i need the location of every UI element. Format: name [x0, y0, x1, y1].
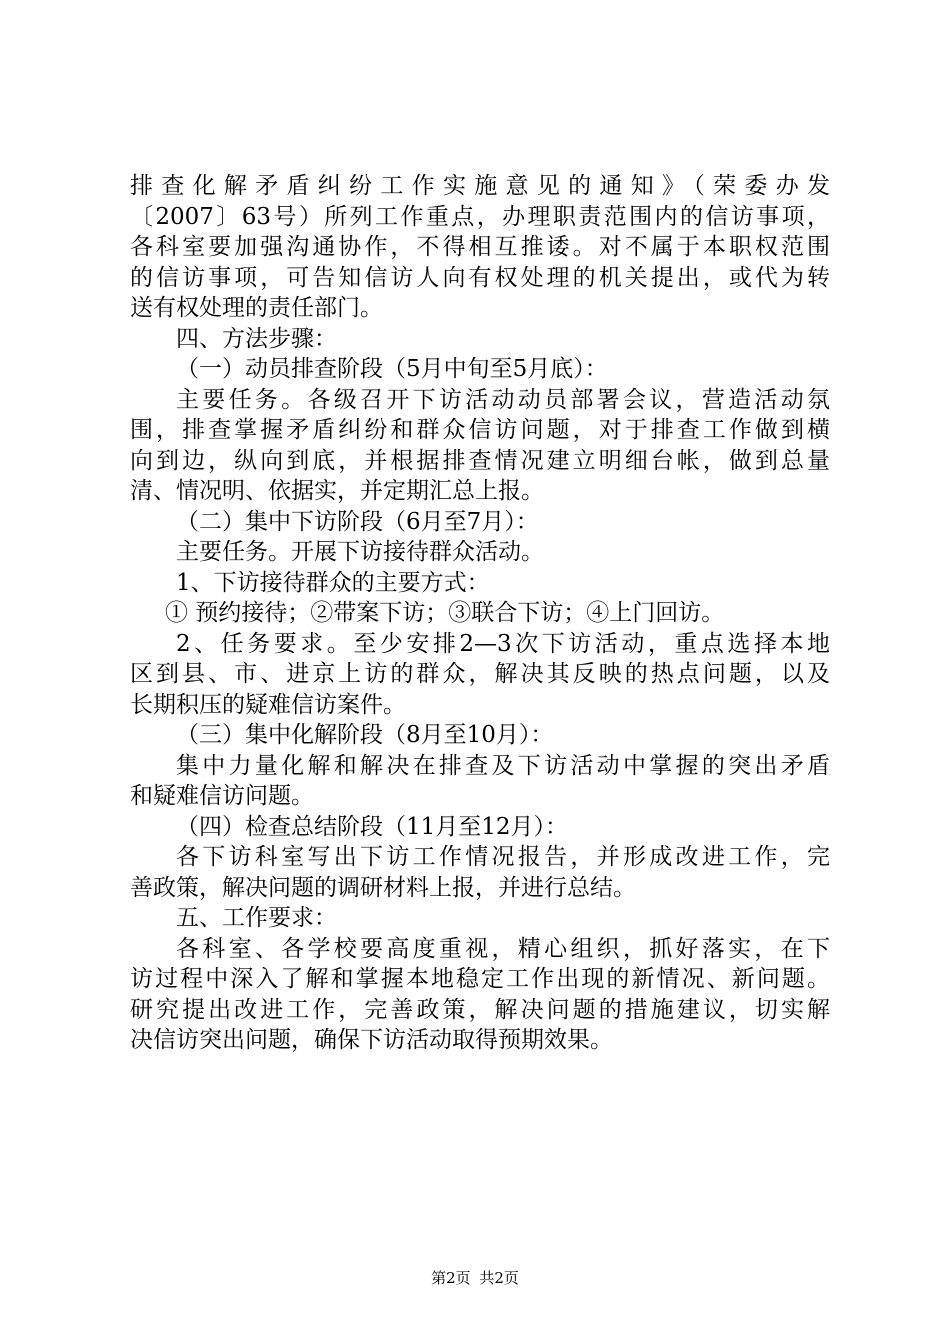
text-line: 决信访突出问题，确保下访活动取得预期效果。: [130, 1027, 613, 1053]
text-line: 各科室要加强沟通协作，不得相互推诿。对不属于本职权范围: [130, 234, 830, 260]
text-line: （一）动员排查阶段（5月中旬至5月底）：: [176, 356, 608, 382]
document-body: [130, 171, 830, 1056]
text-line: 和疑难信访问题。: [130, 783, 314, 809]
text-line: 〔2007〕63号）所列工作重点，办理职责范围内的信访事项，: [130, 203, 830, 230]
text-line: 各科室、各学校要高度重视，精心组织，抓好落实，在下: [176, 935, 830, 962]
text-line: 主要任务。各级召开下访活动动员部署会议，营造活动氛: [176, 386, 830, 413]
text-line: 主要任务。开展下访接待群众活动。: [176, 539, 544, 565]
text-line: 区到县、市、进京上访的群众，解决其反映的热点问题，以及: [130, 661, 830, 687]
page-number: 第2页: [431, 1269, 471, 1287]
text-line: 四、方法步骤：: [176, 325, 337, 352]
text-line: 向到边，纵向到底，并根据排查情况建立明细台帐，做到总量: [130, 447, 830, 474]
text-line: 集中力量化解和解决在排查及下访活动中掌握的突出矛盾: [176, 752, 830, 779]
page-total: 共2页: [479, 1269, 519, 1287]
text-line: 善政策，解决问题的调研材料上报，并进行总结。: [130, 874, 636, 901]
text-line: （四）检查总结阶段（11月至12月）：: [176, 813, 569, 840]
text-line: （二）集中下访阶段（6月至7月）：: [176, 508, 539, 535]
text-line: 访过程中深入了解和掌握本地稳定工作出现的新情况、新问题。: [130, 966, 830, 992]
text-line: 研究提出改进工作，完善政策，解决问题的措施建议，切实解: [130, 996, 830, 1023]
text-line: 长期积压的疑难信访案件。: [130, 691, 406, 718]
text-line: 的信访事项，可告知信访人向有权处理的机关提出，或代为转: [130, 264, 830, 291]
text-line: （三）集中化解阶段（8月至10月）：: [176, 722, 554, 748]
text-line: 送有权处理的责任部门。: [130, 295, 383, 321]
text-line: 清、情况明、依据实，并定期汇总上报。: [130, 478, 544, 504]
text-line: 排查化解矛盾纠纷工作实施意见的通知》（荣委办发: [130, 173, 830, 199]
text-line: 1、下访接待群众的主要方式：: [176, 569, 490, 596]
text-line: 五、工作要求：: [176, 905, 337, 931]
text-line: 2、任务要求。至少安排2—3次下访活动，重点选择本地: [176, 630, 830, 657]
text-line: 各下访科室写出下访工作情况报告，并形成改进工作，完: [176, 844, 830, 870]
page-footer: [0, 1268, 950, 1288]
text-line: 围，排查掌握矛盾纠纷和群众信访问题，对于排查工作做到横: [130, 417, 830, 443]
text-line: ① 预约接待；②带案下访；③联合下访；④上门回访。: [165, 600, 725, 626]
